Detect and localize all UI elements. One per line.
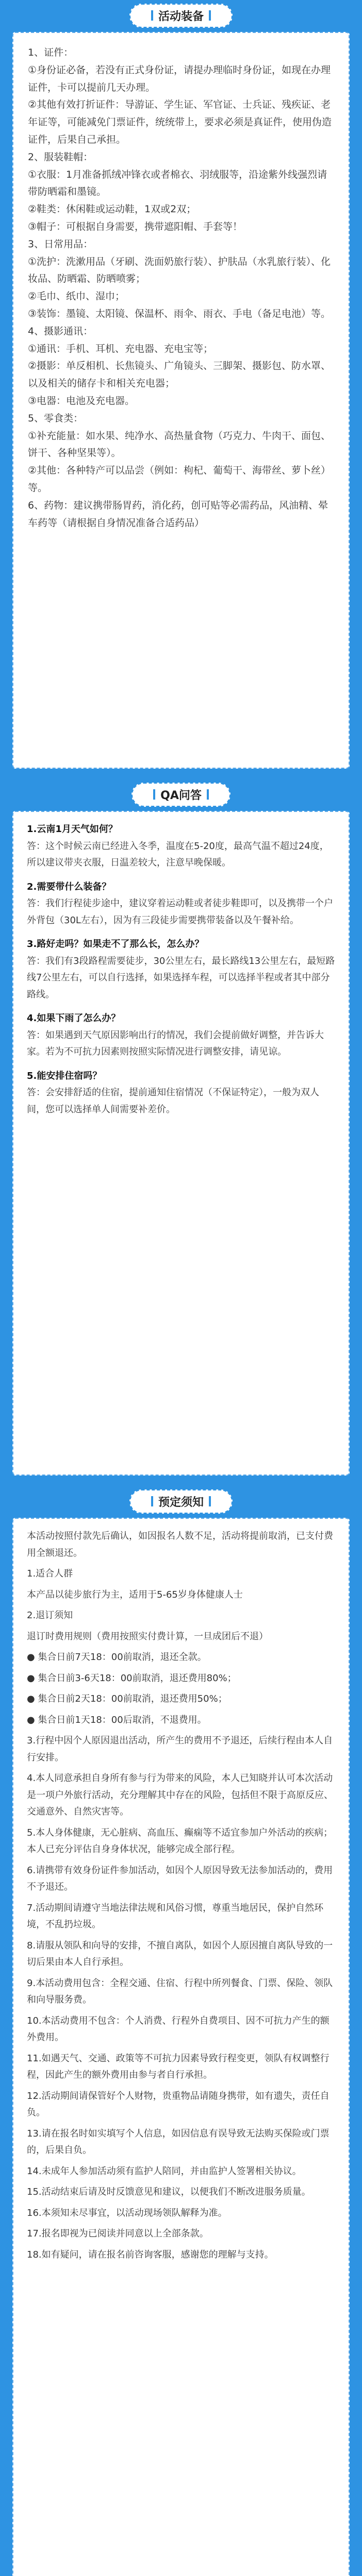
booking-line: 15.活动结束后请及时反馈意见和建议，以便我们不断改进服务质量。 (27, 2187, 311, 2197)
equipment-card (12, 32, 350, 769)
title-bar-right (207, 789, 209, 800)
title-bar-right (209, 1496, 211, 1506)
booking-line: 1.适合人群 (27, 1568, 73, 1579)
equipment-line: 2、服装鞋帽： (28, 151, 93, 163)
booking-line: 13.请在报名时如实填写个人信息，如因信息有误导致无法购买保险或门票的，后果自负。 (27, 2128, 330, 2156)
booking-body (13, 1519, 349, 2277)
booking-line: 8.请服从领队和向导的安排，不擅自离队，如因个人原因擅自离队导致的一切后果由本人自行承担。 (27, 1940, 333, 1968)
booking-line: ● 集合日前3-6天18：00前取消，退还费用80%； (27, 1672, 237, 1684)
qa-body (13, 812, 349, 1134)
booking-title-pill (129, 1489, 233, 1514)
qa-answer: 答：我们行程徒步途中，建议穿着运动鞋或者徒步鞋即可，以及携带一个户外背包（30L左右），因为有三段徒步需要携带装备以及午餐补给。 (27, 898, 333, 926)
equipment-line: ①衣服：1月准备抓绒冲锋衣或者棉衣、羽绒服等，沿途紫外线强烈请带防晒霜和墨镜。 (28, 168, 327, 198)
booking-header (0, 1486, 362, 1517)
equipment-line: ①身份证必备，若没有正式身份证，请提办理临时身份证，如现在办理证件，卡可以提前几天办理。 (28, 64, 331, 93)
booking-line: 本产品以徒步旅行为主，适用于5-65岁身体健康人士 (27, 1589, 243, 1600)
equipment-title: 活动装备 (158, 10, 204, 23)
booking-line: 5.本人身体健康，无心脏病、高血压、癫痫等不适宜参加户外活动的疾病；本人已充分评估自身身体状况，能够完成全部行程。 (27, 1827, 333, 1855)
booking-line: 12.活动期间请保管好个人财物，贵重物品请随身携带，如有遗失，责任自负。 (27, 2090, 330, 2118)
booking-line: 9.本活动费用包含：全程交通、住宿、行程中所列餐食、门票、保险、领队和向导服务费。 (27, 1977, 333, 2005)
qa-title: QA问答 (160, 789, 202, 802)
equipment-header (0, 0, 362, 31)
equipment-line: 1、证件： (28, 47, 74, 58)
equipment-line: 6、药物：建议携带肠胃药，消化药，创可贴等必需药品，风油精、晕车药等（请根据自身情况准备合适药品） (28, 499, 328, 529)
title-bar-left (153, 789, 155, 800)
booking-title: 预定须知 (158, 1496, 204, 1509)
equipment-line: 5、零食类： (28, 412, 84, 424)
qa-question: 3.路好走吗？如果走不了那么长，怎么办？ (27, 939, 204, 950)
qa-answer: 答：会安排舒适的住宿，提前通知住宿情况（不保证特定），一般为双人间，您可以选择单人间需要补差价。 (27, 1087, 319, 1115)
equipment-line: ①通讯：手机、耳机、充电器、充电宝等； (28, 343, 213, 354)
equipment-line: ②摄影：单反相机、长焦镜头、广角镜头、三脚架、摄影包、防水罩、以及相关的储存卡和相关充电器； (28, 360, 331, 389)
booking-line: ● 集合日前1天18：00后取消，不退费用。 (27, 1714, 207, 1725)
equipment-line: ③装饰：墨镜、太阳镜、保温杯、雨伞、雨衣、手电（备足电池）等。 (28, 308, 331, 319)
booking-line: ● 集合日前2天18：00前取消，退还费用50%； (27, 1693, 227, 1704)
equipment-line: ②毛巾、纸巾、湿巾； (28, 291, 125, 302)
booking-line: 3.行程中因个人原因退出活动，所产生的费用不予退还，后续行程由本人自行安排。 (27, 1735, 333, 1763)
booking-line: 17.报名即视为已阅读并同意以上全部条款。 (27, 2228, 209, 2239)
equipment-line: ②鞋类：休闲鞋或运动鞋，1双或2双； (28, 204, 196, 215)
booking-line: 退订时费用规则（费用按照实付费计算，一旦成团后不退） (27, 1631, 268, 1642)
qa-question: 5.能安排住宿吗？ (27, 1070, 102, 1081)
equipment-line: ②其他：各种特产可以品尝（例如：枸杞、葡萄干、海带丝、萝卜丝）等。 (28, 465, 331, 494)
booking-line: 6.请携带有效身份证件参加活动，如因个人原因导致无法参加活动的，费用不予退还。 (27, 1865, 333, 1892)
qa-question: 2.需要带什么装备？ (27, 881, 111, 892)
equipment-line: ③帽子：可根据自身需要，携带遮阳帽、手套等！ (28, 221, 243, 232)
equipment-line: ③电器：电池及充电器。 (28, 395, 135, 406)
equipment-line: ②其他有效打折证件：导游证、学生证、军官证、士兵证、残疾证、老年证等，可能减免门票证件，统统带上，要求必须是真证件，使用伪造证件，后果自己承担。 (28, 99, 332, 145)
title-bar-left (151, 10, 153, 21)
title-bar-left (151, 1496, 153, 1506)
equipment-line: ①洗护：洗漱用品（牙刷、洗面奶旅行装）、护肤品（水乳旅行装）、化妆品、防晒霜、防晒喷雾； (28, 256, 331, 285)
booking-card (12, 1518, 350, 2576)
equipment-line: ①补充能量：如水果、纯净水、高热量食物（巧克力、牛肉干、面包、饼干、各种坚果等）。 (28, 430, 331, 459)
booking-line: 4.本人同意承担自身所有参与行为带来的风险，本人已知晓并认可本次活动是一项户外旅行活动，充分理解其中存在的风险，包括但不限于高原反应、交通意外、自然灾害等。 (27, 1773, 333, 1817)
booking-line: 14.未成年人参加活动须有监护人陪同，并由监护人签署相关协议。 (27, 2165, 302, 2177)
qa-title-pill (131, 783, 231, 807)
equipment-line: 3、日常用品： (28, 238, 93, 250)
qa-header (0, 779, 362, 810)
booking-line: 10.本活动费用不包含：个人消费、行程外自费项目、因不可抗力产生的额外费用。 (27, 2015, 330, 2043)
booking-line: 18.如有疑问，请在报名前咨询客服，感谢您的理解与支持。 (27, 2249, 274, 2260)
equipment-line: 4、摄影通讯： (28, 325, 93, 337)
qa-question: 4.如果下雨了怎么办？ (27, 1013, 121, 1024)
qa-answer: 答：如果遇到天气原因影响出行的情况，我们会提前做好调整，并告诉大家。若为不可抗力因素则按照实际情况进行调整安排，请见谅。 (27, 1029, 324, 1057)
equipment-body (13, 33, 349, 543)
qa-answer: 答：我们有3段路程需要徒步，30公里左右，最长路线13公里左右，最短路线7公里左右，可以自行选择，如果选择车程，可以选择半程或者其中部分路线。 (27, 955, 335, 1000)
booking-line: 2.退订须知 (27, 1610, 73, 1621)
booking-line: 本活动按照付款先后确认，如因报名人数不足，活动将提前取消，已支付费用全额退还。 (27, 1531, 333, 1558)
booking-line: 16.本须知未尽事宜，以活动现场领队解释为准。 (27, 2207, 227, 2218)
qa-question: 1.云南1月天气如何？ (27, 824, 118, 835)
booking-line: 11.如遇天气、交通、政策等不可抗力因素导致行程变更，领队有权调整行程，因此产生的额外费用由参与者自行承担。 (27, 2053, 330, 2080)
booking-line: ● 集合日前7天18：00前取消，退还全款。 (27, 1652, 207, 1663)
qa-answer: 答：这个时候云南已经进入冬季，温度在5-20度，最高气温不超过24度，所以建议带夹衣服，日温差较大，注意早晚保暖。 (27, 840, 329, 868)
booking-line: 7.活动期间请遵守当地法律法规和风俗习惯，尊重当地居民，保护自然环境，不乱扔垃圾。 (27, 1902, 324, 1930)
title-bar-right (209, 10, 211, 21)
equipment-title-pill (129, 4, 233, 28)
qa-card (12, 811, 350, 1476)
